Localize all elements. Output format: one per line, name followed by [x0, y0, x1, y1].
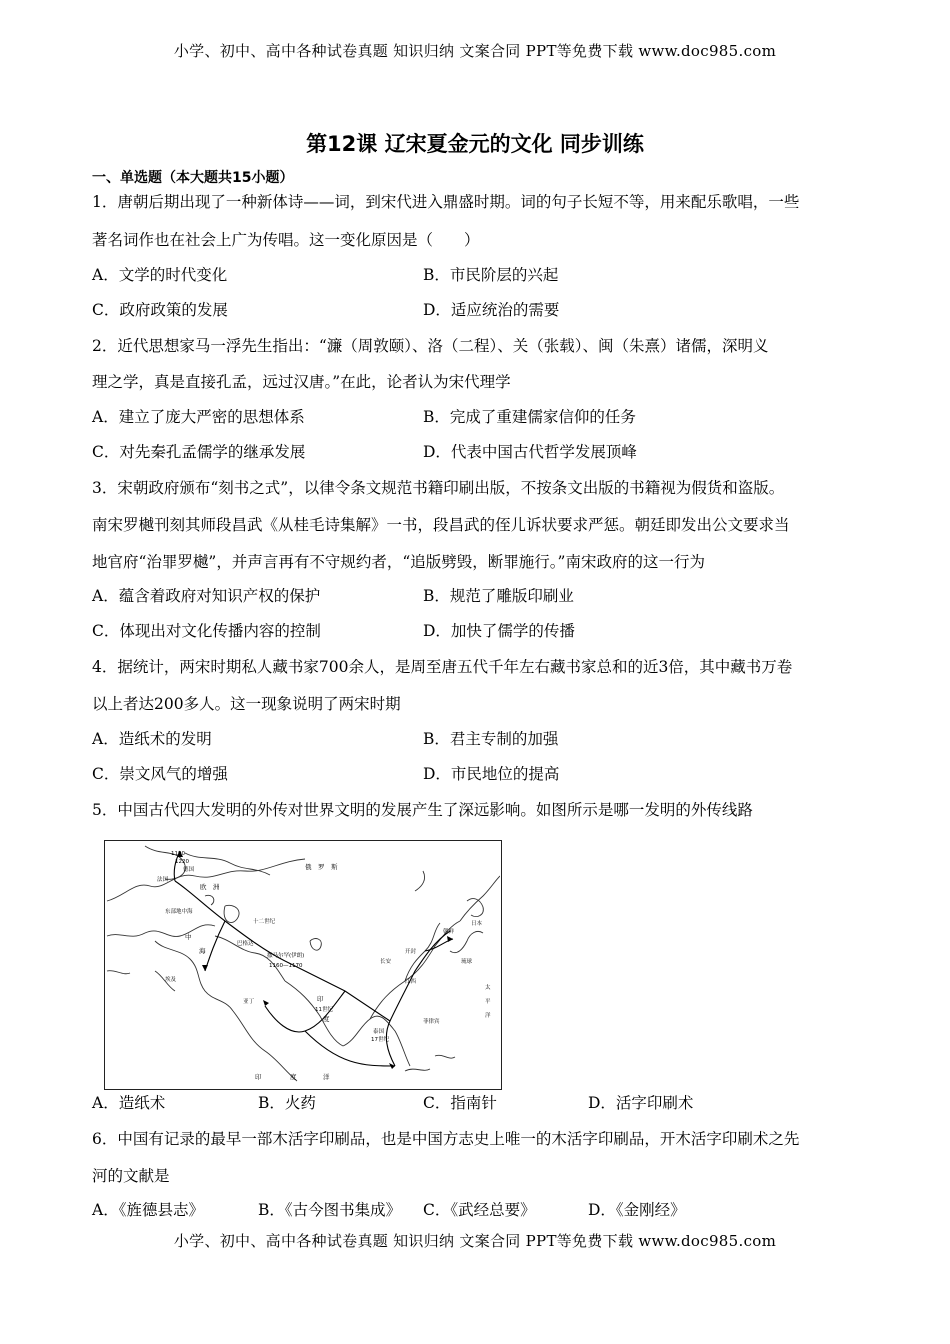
- question-3-line-3: 地官府“治罪罗樾”，并声言再有不守规约者，“追版劈毁，断罪施行。”南宋政府的这一行为: [92, 553, 705, 571]
- map-label-india-2: 度: [323, 1015, 330, 1023]
- map-label-kaifeng: 开封: [405, 949, 417, 955]
- question-2-option-c[interactable]: C．对先秦孔孟儒学的继承发展: [92, 443, 306, 461]
- question-1-option-a[interactable]: A．文学的时代变化: [92, 266, 228, 284]
- map-label-egypt: 埃及: [165, 977, 177, 983]
- map-label-russia: 俄 罗 斯: [305, 863, 338, 871]
- question-2-option-b[interactable]: B．完成了重建儒家信仰的任务: [423, 408, 636, 426]
- question-2-option-d[interactable]: D．代表中国古代哲学发展顶峰: [423, 443, 637, 461]
- question-3-option-d[interactable]: D．加快了儒学的传播: [423, 622, 575, 640]
- question-6-option-b[interactable]: B．《古今图书集成》: [258, 1201, 402, 1219]
- map-label-ryukyu: 琉球: [461, 959, 473, 965]
- map-label-twelfth-century: 十二世纪: [253, 919, 276, 925]
- map-label-japan: 日本: [471, 921, 483, 927]
- map-label-samarkand-date: 1160—1170: [269, 963, 303, 969]
- map-label-samarkand: 撒马尔罕(伊朗): [267, 953, 305, 959]
- question-6-line-2: 河的文献是: [92, 1167, 170, 1185]
- question-1-option-d[interactable]: D．适应统治的需要: [423, 301, 560, 319]
- question-3-option-c[interactable]: C．体现出对文化传播内容的控制: [92, 622, 321, 640]
- map-label-france: 法国: [157, 877, 169, 883]
- page-title: 第12课 辽宋夏金元的文化 同步训练: [306, 132, 644, 156]
- question-2-option-a[interactable]: A．建立了庞大严密的思想体系: [92, 408, 305, 426]
- map-label-pacific-2: 平: [485, 999, 491, 1005]
- question-4-option-d[interactable]: D．市民地位的提高: [423, 765, 560, 783]
- question-3-option-b[interactable]: B．规范了雕版印刷业: [423, 587, 574, 605]
- map-label-aden: 亚丁: [243, 999, 255, 1005]
- question-1-line-2: 著名词作也在社会上广为传唱。这一变化原因是（ ）: [92, 231, 480, 249]
- section-heading: 一、单选题（本大题共15小题）: [92, 170, 294, 186]
- map-label-philippines: 菲律宾: [423, 1019, 440, 1025]
- question-6-option-d[interactable]: D．《金刚经》: [588, 1201, 686, 1219]
- question-6-option-c[interactable]: C．《武经总要》: [423, 1201, 536, 1219]
- question-4-line-1: 4．据统计，两宋时期私人藏书家700余人，是周至唐五代千年左右藏书家总和的近3倍，其中藏书万卷: [92, 658, 793, 676]
- question-3-line-1: 3．宋朝政府颁布“刻书之式”，以律令条文规范书籍印刷出版，不按条文出版的书籍视为假货和盗版。: [92, 479, 785, 497]
- page-header: 小学、初中、高中各种试卷真题 知识归纳 文案合同 PPT等免费下载 www.doc985.com: [173, 42, 777, 60]
- map-label-central: 中: [185, 933, 192, 941]
- map-label-indian-ocean-2: 度: [290, 1073, 297, 1081]
- question-5-option-d[interactable]: D．活字印刷术: [588, 1094, 694, 1112]
- map-label-east-mediterranean: 东部地中海: [165, 909, 193, 915]
- map-label-baghdad: 巴格达: [237, 941, 254, 947]
- question-6-option-a[interactable]: A．《旌德县志》: [92, 1201, 204, 1219]
- question-3-option-a[interactable]: A．蕴含着政府对知识产权的保护: [92, 587, 321, 605]
- map-label-thailand-century: 17世纪: [371, 1037, 389, 1043]
- map-label-jiangxi: 江西: [405, 979, 417, 985]
- question-5-option-a[interactable]: A．造纸术: [92, 1094, 166, 1112]
- map-label-korea: 朝鲜: [443, 929, 455, 935]
- map-label-date-2: 1220: [175, 859, 189, 865]
- map-label-india-century: 11世纪: [315, 1007, 333, 1013]
- map-label-date-1: 1190: [171, 851, 185, 857]
- question-4-option-a[interactable]: A．造纸术的发明: [92, 730, 212, 748]
- map-label-pacific-1: 太: [485, 985, 491, 991]
- question-2-line-1: 2．近代思想家马一浮先生指出：“濂（周敦颐）、洛（二程）、关（张载）、闽（朱熹）诸儒，深明义: [92, 337, 769, 355]
- question-1-option-c[interactable]: C．政府政策的发展: [92, 301, 228, 319]
- question-5-line-1: 5．中国古代四大发明的外传对世界文明的发展产生了深远影响。如图所示是哪一发明的外传线路: [92, 801, 753, 819]
- question-1-line-1: 1．唐朝后期出现了一种新体诗——词，到宋代进入鼎盛时期。词的句子长短不等，用来配乐歌唱，一些: [92, 193, 800, 211]
- question-4-line-2: 以上者达200多人。这一现象说明了两宋时期: [92, 695, 401, 713]
- map-label-thailand: 泰国: [373, 1029, 385, 1035]
- map-label-sea: 海: [199, 947, 206, 955]
- question-6-line-1: 6．中国有记录的最早一部木活字印刷品，也是中国方志史上唯一的木活字印刷品，开木活字印刷术之先: [92, 1130, 800, 1148]
- map-label-indian-ocean-1: 印: [255, 1073, 262, 1081]
- map-label-changan: 长安: [380, 959, 392, 965]
- question-1-option-b[interactable]: B．市民阶层的兴起: [423, 266, 559, 284]
- map-label-germany: 德国: [183, 867, 195, 873]
- page-footer: 小学、初中、高中各种试卷真题 知识归纳 文案合同 PPT等免费下载 www.doc985.com: [173, 1232, 777, 1250]
- question-5-option-c[interactable]: C．指南针: [423, 1094, 497, 1112]
- question-4-option-b[interactable]: B．君主专制的加强: [423, 730, 559, 748]
- map-label-india: 印: [317, 995, 324, 1003]
- map-label-indian-ocean-3: 洋: [323, 1073, 330, 1081]
- question-3-line-2: 南宋罗樾刊刻其师段昌武《从桂毛诗集解》一书，段昌武的侄儿诉状要求严惩。朝廷即发出公文要求当: [92, 516, 790, 534]
- question-4-option-c[interactable]: C．崇文风气的增强: [92, 765, 228, 783]
- question-5-option-b[interactable]: B．火药: [258, 1094, 316, 1112]
- map-label-pacific-3: 洋: [485, 1013, 491, 1019]
- map-label-europe: 欧 洲: [200, 883, 220, 891]
- question-2-line-2: 理之学，真是直接孔孟，远过汉唐。”在此，论者认为宋代理学: [92, 373, 511, 391]
- compass-route-map: [104, 840, 502, 1090]
